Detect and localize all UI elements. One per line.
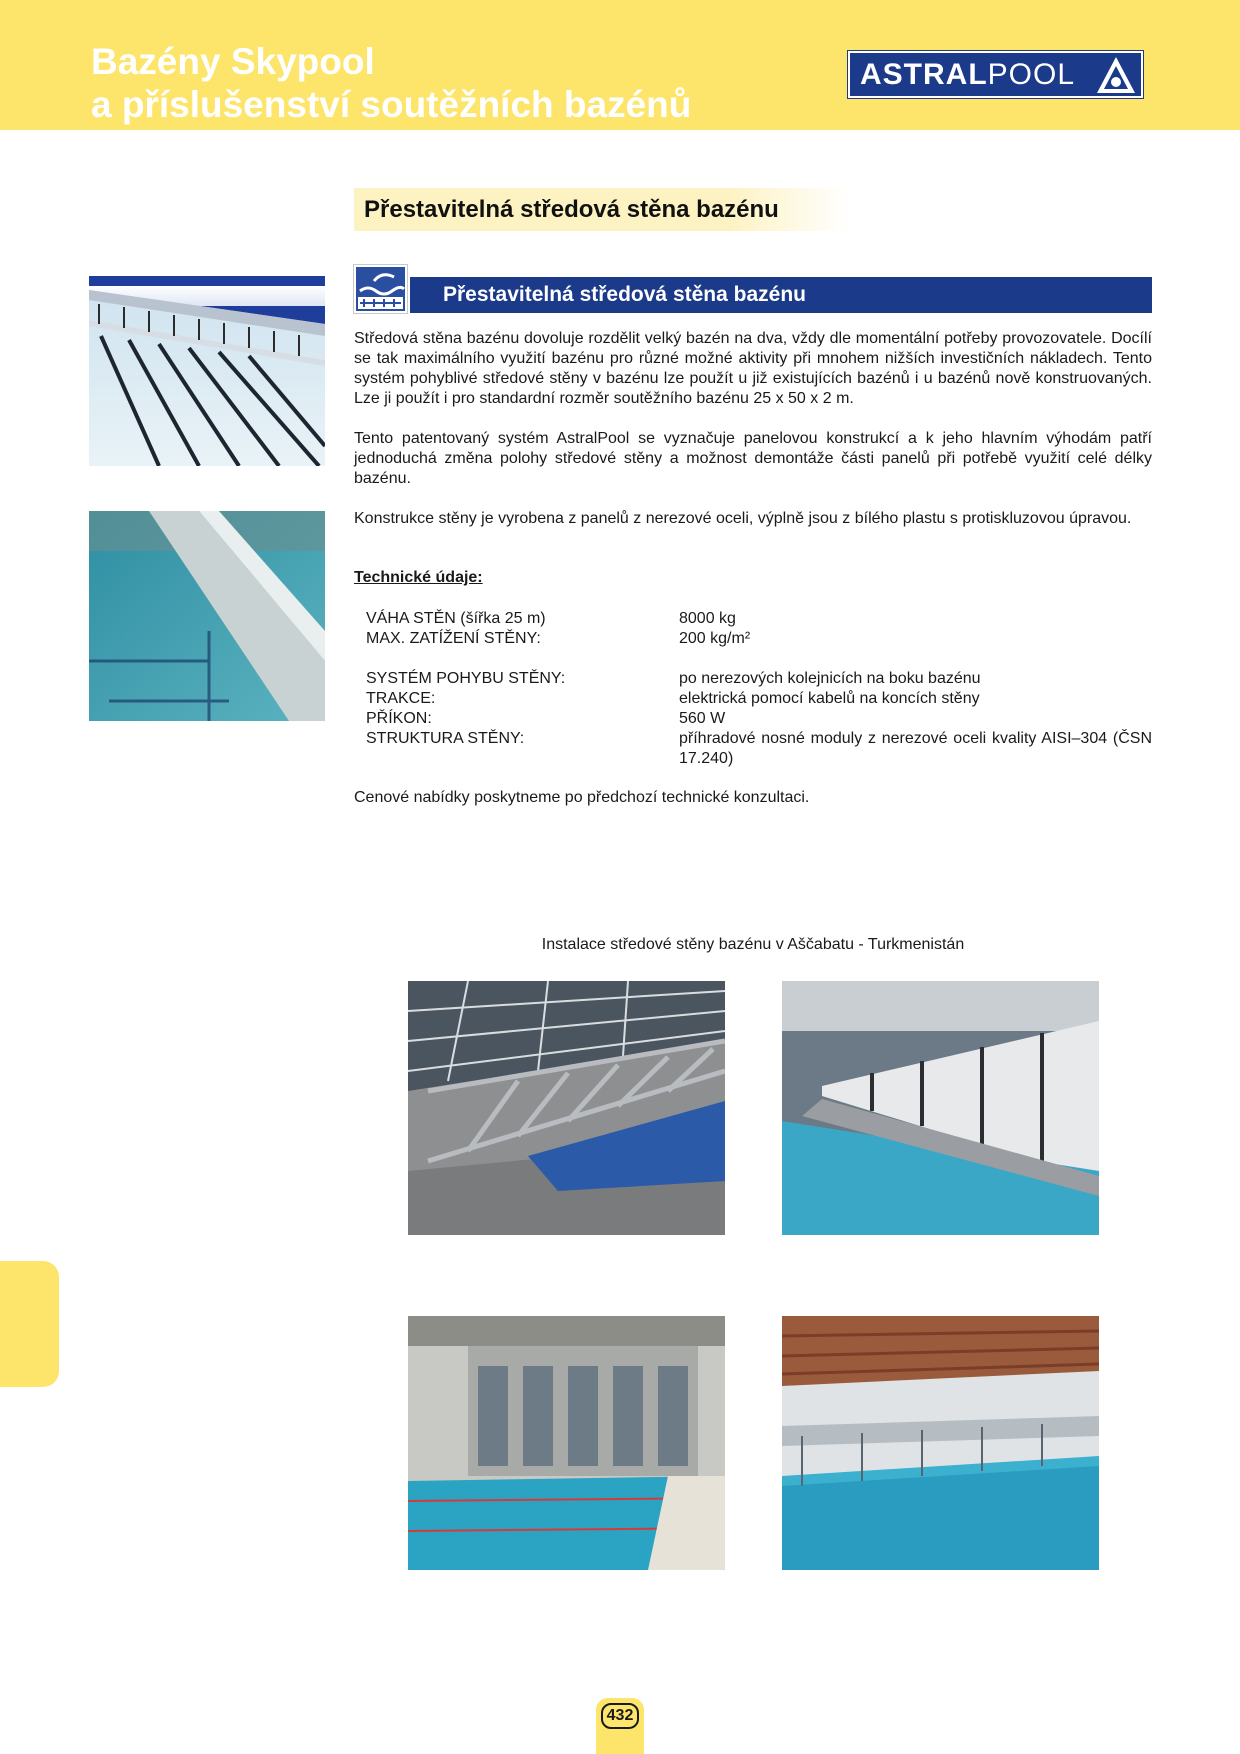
spec-power-value: 560 W (679, 710, 726, 727)
spec-structure-label: STRUKTURA STĚNY: (366, 730, 525, 747)
logo-text-bold: ASTRAL (860, 57, 988, 91)
spec-structure-value: příhradové nosné moduly z nerezové oceli kvality AISI–304 (ČSN 17.240) (679, 730, 1152, 767)
section-title: Přestavitelná středová stěna bazénu (354, 188, 850, 231)
header-title (91, 40, 691, 126)
side-tab-marker (0, 1261, 59, 1387)
installation-panels-photo (782, 981, 1099, 1235)
spec-weight-value: 8000 kg (679, 610, 736, 627)
spec-motion-label: SYSTÉM POHYBU STĚNY: (366, 670, 566, 687)
intro-paragraph: Středová stěna bazénu dovoluje rozdělit velký bazén na dva, vždy dle momentální potřeby provozovatele. Docílí se tak maximálního využití bazénu pro různé možné aktivity při mnohem nižších investičních nákladech. Tento systém pohyblivé středové stěny v bazénu lze použít u již existujících bazénů i u bazénů nově konstruovaných. Lze ji použít i pro standardní rozměr soutěžního bazénu 25 x 50 x 2 m. (354, 330, 1152, 407)
logo-text-light: POOL (987, 57, 1076, 91)
header-title-line-2: a příslušenství soutěžních bazénů (91, 84, 692, 125)
spec-power-label: PŘÍKON: (366, 710, 432, 727)
spec-load-label: MAX. ZATÍŽENÍ STĚNY: (366, 630, 541, 647)
page-header (0, 0, 1240, 130)
page-number-tab (596, 1698, 644, 1754)
subsection-title: Přestavitelná středová stěna bazénu (410, 277, 1152, 313)
pricing-note: Cenové nabídky poskytneme po předchozí technické konzultaci. (354, 789, 810, 806)
header-title-line-1: Bazény Skypool (91, 41, 375, 82)
pool-wave-icon (354, 265, 407, 313)
patent-paragraph: Tento patentovaný systém AstralPool se vyznačuje panelovou konstrukcí a k jeho hlavním výhodám patří jednoduchá změna polohy středové stěny a možnost demontáže části panelů při potřebě využití celé délky bazénu. (354, 430, 1152, 487)
installation-truss-photo (408, 981, 725, 1235)
installation-stands-photo (782, 1316, 1099, 1570)
tech-heading: Technické údaje: (354, 569, 483, 586)
logo-triangle-icon (1095, 55, 1137, 95)
pool-render-image (89, 276, 325, 466)
gallery-caption: Instalace středové stěny bazénu v Aščabatu - Turkmenistán (541, 936, 965, 953)
construction-paragraph: Konstrukce stěny je vyrobena z panelů z nerezové oceli, výplně jsou z bílého plastu s protiskluzovou úpravou. (354, 510, 1132, 527)
spec-traction-value: elektrická pomocí kabelů na koncích stěny (679, 690, 980, 707)
pool-wall-photo (89, 511, 325, 721)
spec-traction-label: TRAKCE: (366, 690, 436, 707)
installation-hall-photo (408, 1316, 725, 1570)
spec-weight-label: VÁHA STĚN (šířka 25 m) (366, 610, 546, 627)
spec-motion-value: po nerezových kolejnicích na boku bazénu (679, 670, 981, 687)
astralpool-logo (848, 51, 1143, 98)
spec-load-value: 200 kg/m² (679, 630, 751, 647)
page-number: 432 (601, 1703, 639, 1729)
